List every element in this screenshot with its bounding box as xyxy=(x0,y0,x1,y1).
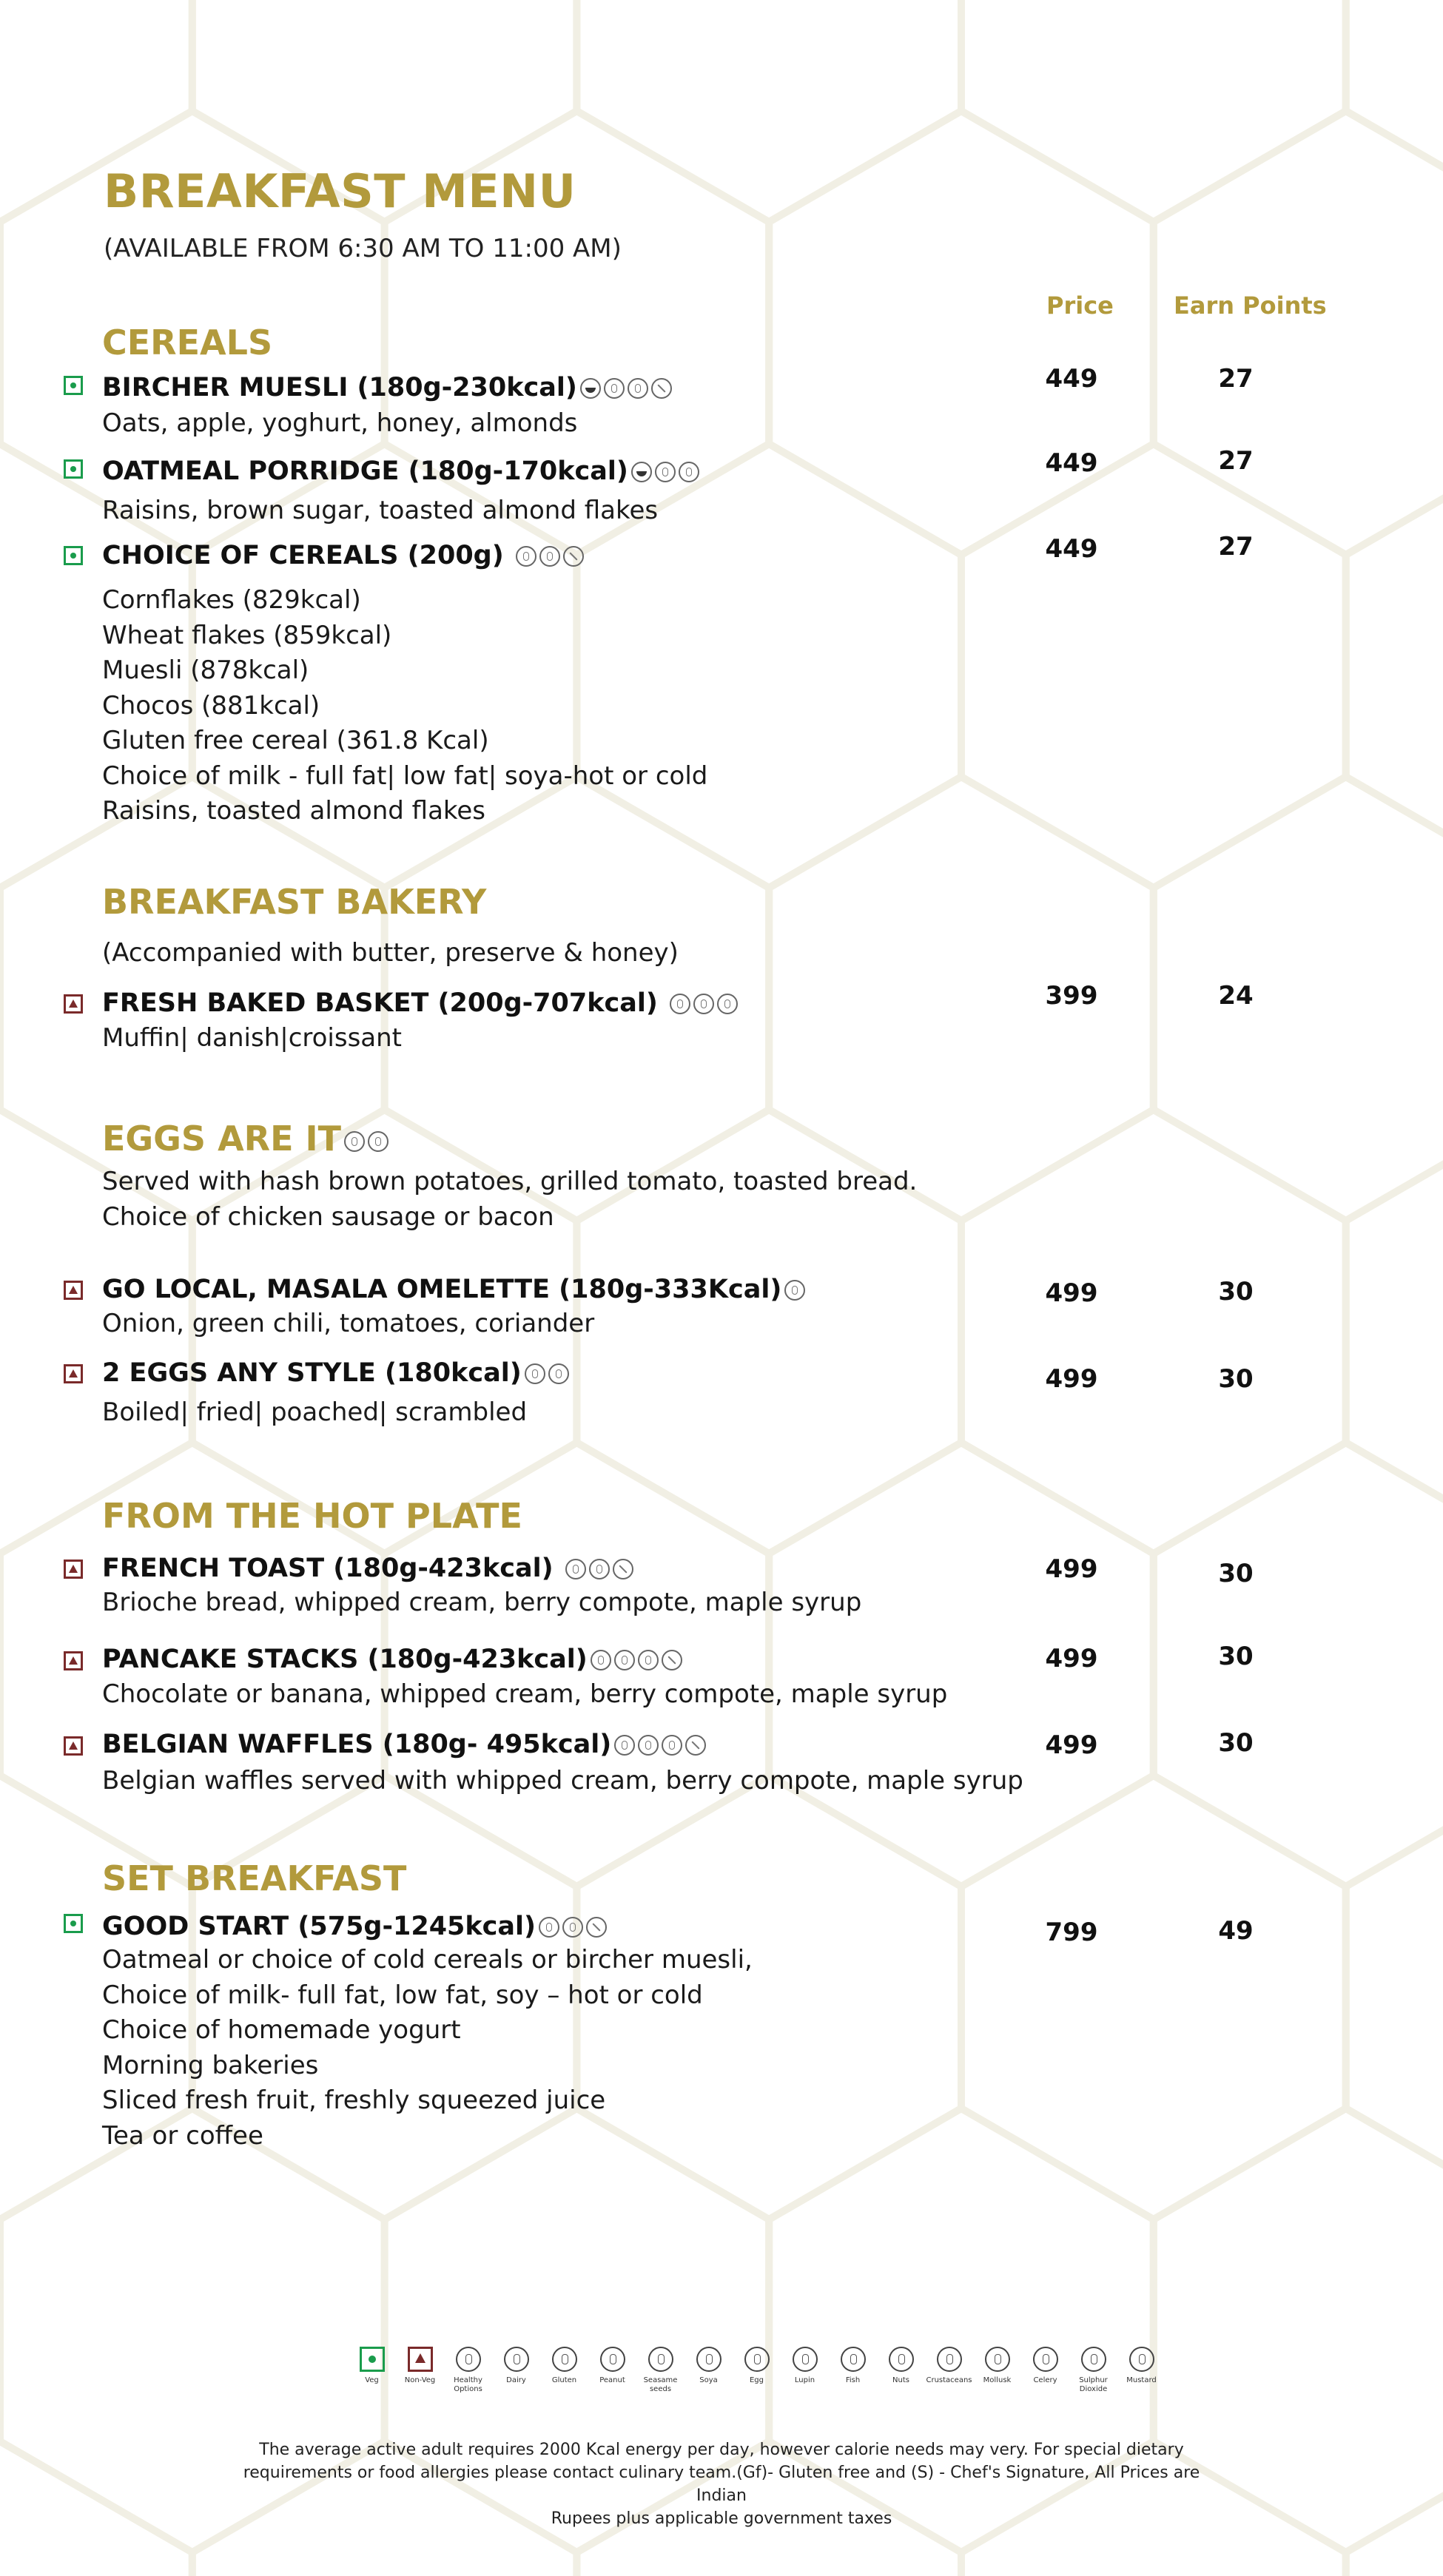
legend-item-fish: Fish xyxy=(829,2347,877,2394)
section-note: (Accompanied with butter, preserve & honey) xyxy=(102,938,679,968)
background-hexagon xyxy=(769,111,1154,555)
egg-icon xyxy=(662,1735,682,1756)
menu-item-description: Raisins, brown sugar, toasted almond flakes xyxy=(102,496,659,525)
nonveg-mark-icon xyxy=(64,1281,83,1300)
section-heading-bakery: BREAKFAST BAKERY xyxy=(102,882,487,922)
background-hexagon xyxy=(961,0,1346,222)
legend-item-sesame: Seasame seeds xyxy=(636,2347,684,2394)
mollusk-icon xyxy=(985,2347,1010,2372)
nonveg-mark-icon xyxy=(64,1736,83,1756)
nonveg-mark-icon xyxy=(64,1651,83,1670)
menu-item-price: 499 xyxy=(1045,1278,1098,1308)
background-hexagon xyxy=(961,1110,1346,1554)
nuts-icon xyxy=(586,1917,607,1938)
gluten-icon xyxy=(679,462,699,482)
menu-item-description: Belgian waffles served with whipped cream, berry compote, maple syrup xyxy=(102,1766,1023,1796)
menu-item-price: 449 xyxy=(1045,534,1098,564)
legend-item-crustaceans: Crustaceans xyxy=(925,2347,973,2394)
soya-icon xyxy=(696,2347,722,2372)
menu-item-description: Chocolate or banana, whipped cream, berry compote, maple syrup xyxy=(102,1679,948,1709)
legend-item-celery: Celery xyxy=(1021,2347,1069,2394)
nuts-icon xyxy=(563,546,584,567)
mustard-icon xyxy=(1129,2347,1154,2372)
healthy-icon xyxy=(631,462,652,482)
section-heading-set-breakfast: SET BREAKFAST xyxy=(102,1858,407,1898)
allergen-legend xyxy=(348,2347,1166,2394)
section-heading-eggs: EGGS ARE IT xyxy=(102,1119,388,1159)
legend-item-mustard: Mustard xyxy=(1117,2347,1166,2394)
dairy-icon xyxy=(539,1917,559,1938)
legend-item-lupin: Lupin xyxy=(781,2347,829,2394)
menu-item-price: 399 xyxy=(1045,981,1098,1011)
background-hexagon xyxy=(961,444,1346,888)
menu-item-title: GO LOCAL, MASALA OMELETTE (180g-333Kcal) xyxy=(102,1275,805,1304)
veg-mark-icon xyxy=(64,459,83,479)
menu-item-title: GOOD START (575g-1245kcal) xyxy=(102,1912,607,1941)
menu-item-title: FRESH BAKED BASKET (200g-707kcal) xyxy=(102,988,738,1018)
menu-item-description: Brioche bread, whipped cream, berry compote, maple syrup xyxy=(102,1588,862,1617)
menu-item-points: 30 xyxy=(1218,1364,1254,1394)
nonveg-mark-icon xyxy=(408,2347,433,2372)
menu-item-title: CHOICE OF CEREALS (200g) xyxy=(102,541,584,570)
section-heading-hotplate: FROM THE HOT PLATE xyxy=(102,1496,522,1536)
celery-icon xyxy=(1033,2347,1058,2372)
background-hexagon xyxy=(1346,0,1443,222)
dairy-icon xyxy=(504,2347,529,2372)
menu-item-price: 499 xyxy=(1045,1554,1098,1584)
nuts-icon xyxy=(651,378,672,399)
menu-item-price: 799 xyxy=(1045,1918,1098,1947)
dairy-icon xyxy=(591,1650,611,1670)
menu-item-price: 449 xyxy=(1045,448,1098,478)
menu-item-title: FRENCH TOAST (180g-423kcal) xyxy=(102,1554,633,1583)
menu-item-points: 30 xyxy=(1218,1277,1254,1306)
menu-item-price: 499 xyxy=(1045,1730,1098,1760)
menu-item-title: BIRCHER MUESLI (180g-230kcal) xyxy=(102,373,672,402)
gluten-icon xyxy=(589,1559,610,1579)
menu-item-title: PANCAKE STACKS (180g-423kcal) xyxy=(102,1645,682,1674)
menu-item-points: 27 xyxy=(1218,446,1254,476)
menu-item-price: 499 xyxy=(1045,1644,1098,1673)
gluten-icon xyxy=(562,1917,583,1938)
legend-item-sulphur-dioxide: Sulphur Dioxide xyxy=(1069,2347,1117,2394)
menu-item-points: 27 xyxy=(1218,364,1254,394)
peanut-icon xyxy=(600,2347,625,2372)
background-hexagon xyxy=(961,1776,1346,2219)
legend-item-gluten: Gluten xyxy=(540,2347,588,2394)
legend-item-egg: Egg xyxy=(733,2347,781,2394)
fish-icon xyxy=(841,2347,866,2372)
dairy-icon xyxy=(516,546,536,567)
menu-item-description: Onion, green chili, tomatoes, coriander xyxy=(102,1309,595,1338)
egg-icon xyxy=(344,1131,365,1152)
gluten-icon xyxy=(628,378,648,399)
gluten-icon xyxy=(552,2347,577,2372)
menu-item-price: 499 xyxy=(1045,1364,1098,1394)
sesame-icon xyxy=(648,2347,673,2372)
dairy-icon xyxy=(565,1559,586,1579)
menu-item-description: Oatmeal or choice of cold cereals or bircher muesli, Choice of milk- full fat, low fat, soy – hot or cold Choice of homemade yogurt Morning bakeries Sliced fresh fruit, freshly squeezed juice Tea or coffee xyxy=(102,1945,753,2151)
sulphur-dioxide-icon xyxy=(1081,2347,1106,2372)
gluten-icon xyxy=(539,546,560,567)
nonveg-mark-icon xyxy=(64,994,83,1014)
background-hexagon xyxy=(1346,2441,1443,2576)
legend-item-dairy: Dairy xyxy=(492,2347,540,2394)
menu-item-price: 449 xyxy=(1045,364,1098,394)
gluten-icon xyxy=(368,1131,388,1152)
legend-item-nuts: Nuts xyxy=(877,2347,925,2394)
background-hexagon xyxy=(576,0,961,222)
nuts-icon xyxy=(889,2347,914,2372)
egg-icon xyxy=(784,1280,805,1301)
lupin-icon xyxy=(793,2347,818,2372)
egg-icon xyxy=(670,994,690,1014)
veg-mark-icon xyxy=(64,1914,83,1933)
dairy-icon xyxy=(655,462,676,482)
legend-item-veg: Veg xyxy=(348,2347,396,2394)
menu-item-description: Boiled| fried| poached| scrambled xyxy=(102,1397,528,1427)
legend-item-mollusk: Mollusk xyxy=(973,2347,1021,2394)
footer-disclaimer: The average active adult requires 2000 Kcal energy per day, however calorie needs may very. For special dietary requirements or food allergies please contact culinary team.(Gf)- Gluten free and (S) - Chef's Signature, All Prices are Indian Rupees plus applicable government taxes xyxy=(243,2441,1200,2528)
legend-item-soya: Soya xyxy=(684,2347,733,2394)
gluten-icon xyxy=(614,1650,635,1670)
section-note: Served with hash brown potatoes, grilled tomato, toasted bread. Choice of chicken sausage or bacon xyxy=(102,1167,918,1232)
menu-item-title: BELGIAN WAFFLES (180g- 495kcal) xyxy=(102,1730,706,1759)
legend-item-peanut: Peanut xyxy=(588,2347,636,2394)
background-hexagon xyxy=(1154,111,1443,555)
points-column-header: Earn Points xyxy=(1174,291,1327,320)
menu-item-points: 24 xyxy=(1218,981,1254,1011)
gluten-icon xyxy=(638,1735,659,1756)
egg-icon xyxy=(638,1650,659,1670)
healthy-icon xyxy=(456,2347,481,2372)
nonveg-mark-icon xyxy=(64,1560,83,1579)
nonveg-mark-icon xyxy=(64,1364,83,1383)
menu-item-title: 2 EGGS ANY STYLE (180kcal) xyxy=(102,1358,569,1388)
page-title: BREAKFAST MENU xyxy=(104,164,576,218)
background-hexagon xyxy=(0,2441,192,2576)
dairy-icon xyxy=(693,994,714,1014)
price-column-header: Price xyxy=(1046,291,1114,320)
veg-mark-icon xyxy=(64,546,83,565)
egg-icon xyxy=(744,2347,770,2372)
menu-item-title: OATMEAL PORRIDGE (180g-170kcal) xyxy=(102,456,699,486)
menu-item-points: 30 xyxy=(1218,1642,1254,1671)
egg-icon xyxy=(525,1363,545,1384)
dairy-icon xyxy=(548,1363,569,1384)
crustaceans-icon xyxy=(937,2347,962,2372)
veg-mark-icon xyxy=(64,376,83,395)
nuts-icon xyxy=(613,1559,633,1579)
dairy-icon xyxy=(604,378,625,399)
menu-item-description: Cornflakes (829kcal) Wheat flakes (859kcal) Muesli (878kcal) Chocos (881kcal) Gluten free cereal (361.8 Kcal) Choice of milk - full fat| low fat| soya-hot or cold Raisins, toasted almond flakes xyxy=(102,585,708,826)
gluten-icon xyxy=(717,994,738,1014)
healthy-icon xyxy=(580,378,601,399)
legend-item-healthy: Healthy Options xyxy=(444,2347,492,2394)
veg-mark-icon xyxy=(360,2347,385,2372)
availability-text: (AVAILABLE FROM 6:30 AM TO 11:00 AM) xyxy=(104,234,622,263)
nuts-icon xyxy=(685,1735,706,1756)
menu-item-description: Oats, apple, yoghurt, honey, almonds xyxy=(102,408,578,438)
menu-item-points: 30 xyxy=(1218,1559,1254,1588)
section-heading-cereals: CEREALS xyxy=(102,323,273,363)
menu-item-description: Muffin| danish|croissant xyxy=(102,1023,403,1053)
menu-item-points: 30 xyxy=(1218,1728,1254,1758)
legend-item-nonveg: Non-Veg xyxy=(396,2347,444,2394)
menu-item-points: 27 xyxy=(1218,532,1254,562)
menu-item-points: 49 xyxy=(1218,1916,1254,1946)
nuts-icon xyxy=(662,1650,682,1670)
dairy-icon xyxy=(614,1735,635,1756)
